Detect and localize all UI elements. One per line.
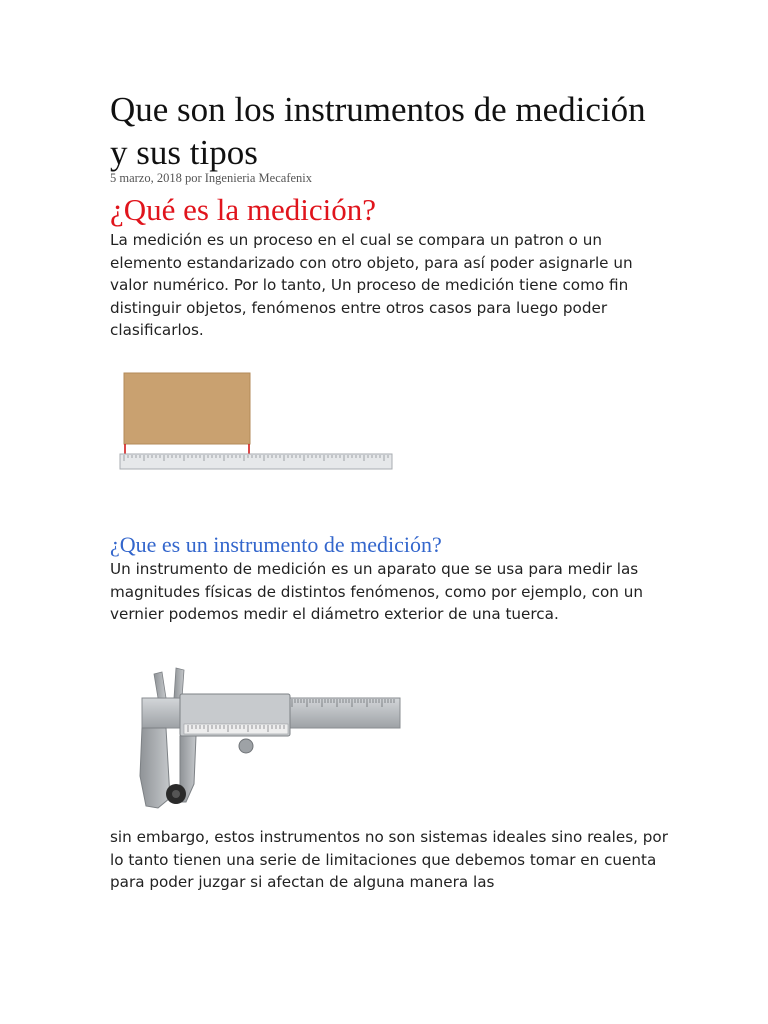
section-heading-medicion: ¿Qué es la medición? xyxy=(110,192,376,227)
caliper-upper-jaw-fixed xyxy=(154,672,166,698)
paragraph-instrumento: Un instrumento de medición es un aparato que se usa para medir las magnitudes físicas de distintos fenómenos, como por ejemplo, con un vernier podemos medir el diámetro exterior de una tuerca. xyxy=(110,560,644,623)
vernier-caliper-image xyxy=(136,666,402,818)
paragraph-limitaciones: sin embargo, estos instrumentos no son sistemas ideales sino reales, por lo tanto tienen una serie de limitaciones que debemos tomar en cuenta para poder juzgar si afectan de alguna manera las xyxy=(110,828,668,891)
section-heading-instrumento: ¿Que es un instrumento de medición? xyxy=(110,532,442,557)
article-title: Que son los instrumentos de medición y sus tipos xyxy=(110,90,646,172)
cardboard-ruler-image xyxy=(118,370,394,474)
cardboard-piece xyxy=(124,373,250,444)
caliper-thumb-wheel xyxy=(239,739,253,753)
article-meta: 5 marzo, 2018 por Ingenieria Mecafenix xyxy=(110,171,313,185)
paragraph-medicion: La medición es un proceso en el cual se compara un patron o un elemento estandarizado con otro objeto, para así poder asignarle un valor numérico. Por lo tanto, Un proceso de medición tiene como fin distinguir objetos, fenómenos entre otros casos para luego poder clasificarlos. xyxy=(110,231,633,339)
caliper-lower-jaw-fixed xyxy=(140,728,170,808)
